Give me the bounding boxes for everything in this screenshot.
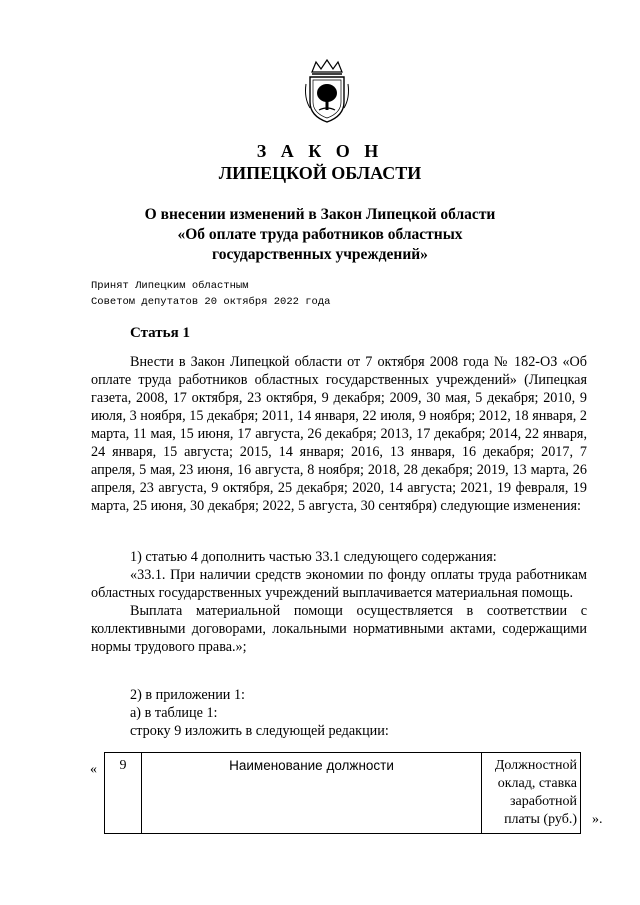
region-heading: ЛИПЕЦКОЙ ОБЛАСТИ [218, 163, 422, 183]
law-heading: З А К О Н [256, 141, 384, 161]
adoption-line: Принят Липецким областным [91, 280, 249, 292]
item1-para1: «33.1. При наличии средств экономии по фонду оплаты труда работникам областных государственных учреждений выплачивается материальная помощь. [91, 567, 587, 601]
quote-open-mark: « [90, 762, 97, 777]
item1-lead: 1) статью 4 дополнить частью 33.1 следующего содержания: [130, 549, 497, 565]
law-title-line: государственных учреждений» [212, 246, 428, 263]
coat-of-arms-icon [302, 58, 352, 124]
law-title-line: О внесении изменений в Закон Липецкой области [144, 206, 496, 223]
adoption-line: Советом депутатов 20 октября 2022 года [91, 296, 331, 308]
item1-block [91, 548, 587, 656]
quote-close-mark: ». [592, 812, 603, 827]
intro-paragraph: Внести в Закон Липецкой области от 7 октября 2008 года № 182-ОЗ «Об оплате труда работников областных государственных учреждений» (Липецкая газета, 2008, 17 октября, 23 октября, 9 декабря; 2009, 30 мая, 5 декабря; 2010, 9 июля, 3 ноября, 15 декабря; 2011, 14 января, 22 июля, 9 ноября; 2012, 18 января, 2 марта, 11 мая, 15 июня, 17 августа, 26 декабря; 2013, 17 декабря; 2014, 22 января, 24 января, 15 августа; 2015, 14 января; 2016, 13 января, 16 декабря; 2017, 7 апреля, 5 мая, 23 июня, 16 августа, 8 ноября; 2018, 28 декабря; 2019, 13 марта, 26 апреля, 23 августа, 9 октября, 25 декабря; 2020, 14 августа; 2021, 19 февраля, 19 марта, 25 июня, 30 декабря; 2022, 5 августа, 30 сентября) следующие изменения: [91, 354, 587, 514]
table-row-9 [104, 752, 581, 834]
item2-instruction: строку 9 изложить в следующей редакции: [130, 723, 389, 739]
cell-position-name: Наименование должности [142, 753, 482, 834]
table-row [105, 753, 581, 834]
cell-number: 9 [105, 753, 142, 834]
intro-paragraph-block [91, 353, 587, 515]
item2-lead: 2) в приложении 1: [130, 687, 245, 703]
law-title-line: «Об оплате труда работников областных [177, 226, 463, 243]
item2-block [91, 686, 587, 740]
adoption-note [91, 278, 421, 310]
item2-sub-a: а) в таблице 1: [130, 705, 218, 721]
item1-para2: Выплата материальной помощи осуществляется в соответствии с коллективными договорами, локальными нормативными актами, содержащими нормы трудового права.»; [91, 603, 587, 655]
law-title [120, 205, 520, 265]
article-heading: Статья 1 [130, 325, 190, 341]
cell-salary: Должностной оклад, ставка заработной платы (руб.) [482, 753, 581, 834]
